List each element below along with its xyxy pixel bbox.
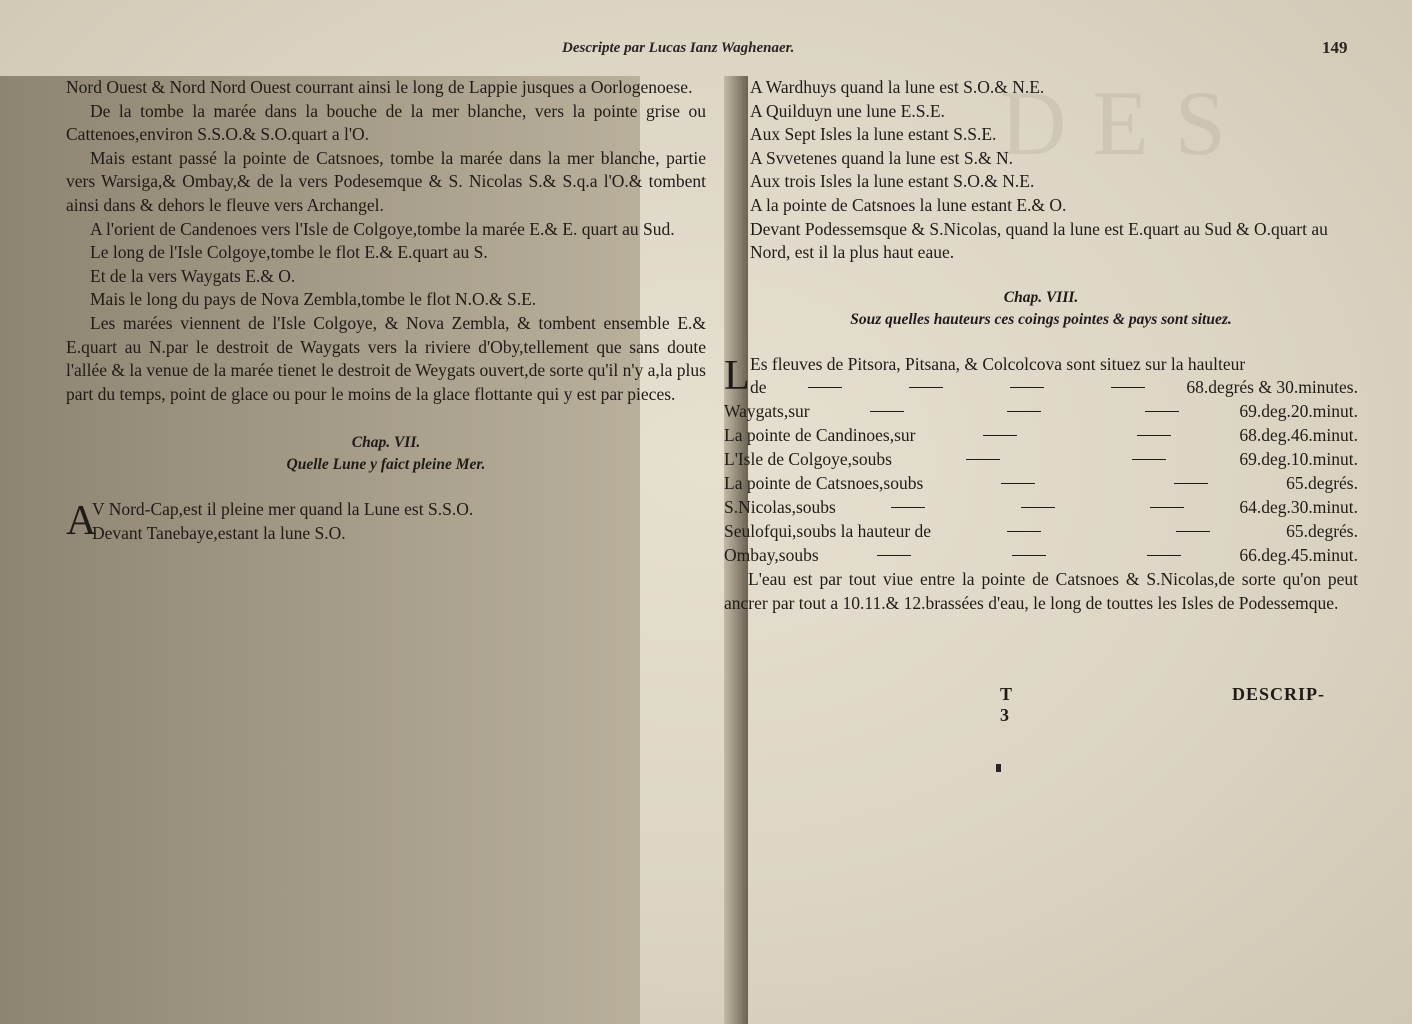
right-text-column: [724, 76, 1358, 616]
dash-leaders: [923, 488, 1286, 489]
table-row: [724, 400, 1358, 424]
chapter-8-subtitle: Souz quelles hauteurs ces coings pointes & pays sont situez.: [850, 310, 1232, 328]
paragraph: L'eau est par tout viue entre la pointe de Catsnoes & S.Nicolas,de sorte qu'on peut ancrer par tout a 10.11.& 12.brassées d'eau, le long de touttes les Isles de Podessemque.: [724, 569, 1358, 613]
table-row: [724, 424, 1358, 448]
latitude-value: 65.degrés.: [1286, 521, 1358, 542]
dash-leaders: [810, 416, 1240, 417]
dash-leaders: [892, 464, 1239, 465]
place-name: Ombay,soubs: [724, 545, 819, 566]
paragraph: V Nord-Cap,est il pleine mer quand la Lune est S.S.O.: [92, 499, 474, 520]
dash-leaders: [931, 536, 1286, 537]
paragraph: Le long de l'Isle Colgoye,tombe le flot E.& E.quart au S.: [90, 242, 488, 263]
table-row: [724, 448, 1358, 472]
place-name: S.Nicolas,soubs: [724, 497, 836, 518]
paragraph: Mais le long du pays de Nova Zembla,tombe le flot N.O.& S.E.: [90, 289, 537, 310]
paragraph: Les marées viennent de l'Isle Colgoye, & Nova Zembla, & tombent ensemble E.& E.quart au N.par le destroit de Waygats vers la riviere d'Oby,tellement que sans doute l'allée & la venue de la marée tienet le destroit de Weygats ouvert,de sorte qu'il n'y a,la plus part du temps, point de glace ou pour le moins de la glace flottante qui y est par pieces.: [66, 312, 706, 404]
place-name: Waygats,sur: [724, 401, 810, 422]
chapter-7-body: [66, 498, 706, 545]
table-row: [724, 520, 1358, 544]
paragraph: A l'orient de Candenoes vers l'Isle de Colgoye,tombe la marée E.& E. quart au Sud.: [90, 218, 675, 239]
place-name: Seulofqui,soubs la hauteur de: [724, 521, 932, 542]
table-row: [724, 376, 1358, 400]
chapter-8-heading: Chap. VIII.: [1003, 288, 1079, 306]
paragraph: Et de la vers Waygats E.& O.: [90, 265, 296, 286]
tide-line: A Wardhuys quand la lune est S.O.& N.E.: [750, 77, 1045, 97]
dash-leaders: [767, 392, 1187, 393]
drop-cap: A: [66, 498, 97, 545]
drop-cap: L: [724, 352, 750, 399]
running-title: Descripte par Lucas Ianz Waghenaer.: [562, 40, 795, 56]
place-name: L'Isle de Colgoye,soubs: [724, 449, 892, 470]
latitude-value: 64.deg.30.minut.: [1239, 497, 1358, 518]
bleed-through-ghost-text: DES: [1000, 72, 1252, 174]
latitude-value: 69.deg.10.minut.: [1239, 449, 1358, 470]
paragraph: Es fleuves de Pitsora, Pitsana, & Colcolcova sont situez sur la haulteur: [750, 353, 1246, 374]
latitude-value: 65.degrés.: [1286, 473, 1358, 494]
paragraph: Devant Tanebaye,estant la lune S.O.: [92, 522, 346, 543]
dash-leaders: [819, 560, 1240, 561]
chapter-7-heading: Chap. VII.: [351, 434, 421, 452]
ink-mark: [996, 764, 1001, 772]
tide-line: A la pointe de Catsnoes la lune estant E.& O.: [750, 194, 1067, 215]
latitude-value: 69.deg.20.minut.: [1239, 401, 1358, 422]
dash-leaders: [915, 440, 1239, 441]
latitude-table: [724, 376, 1358, 568]
paragraph: Nord Ouest & Nord Nord Ouest courrant ainsi le long de Lappie jusques a Oorlogenoese.: [66, 77, 693, 97]
catchword: DESCRIP-: [1232, 684, 1326, 704]
place-name: de: [750, 377, 767, 398]
dash-leaders: [836, 512, 1240, 513]
table-row: [724, 496, 1358, 520]
latitude-value: 68.degrés & 30.minutes.: [1186, 377, 1358, 398]
signature-mark: T 3: [1000, 684, 1012, 725]
table-row: [724, 544, 1358, 568]
page-number: 149: [1322, 38, 1348, 57]
tide-line: Aux trois Isles la lune estant S.O.& N.E.: [750, 171, 1035, 192]
paragraph: Mais estant passé la pointe de Catsnoes, tombe la marée dans la mer blanche, partie vers Warsiga,& Ombay,& de la vers Podesemque & S. Nicolas S.& S.q.a l'O.& tombent ainsi dans & dehors le fleuve vers Archangel.: [66, 147, 706, 215]
latitude-value: 66.deg.45.minut.: [1239, 545, 1358, 566]
latitude-value: 68.deg.46.minut.: [1239, 425, 1358, 446]
tide-line: A Svvetenes quand la lune est S.& N.: [750, 147, 1013, 168]
table-row: [724, 472, 1358, 496]
tide-line: A Quilduyn une lune E.S.E.: [750, 100, 945, 121]
place-name: La pointe de Catsnoes,soubs: [724, 473, 924, 494]
tide-line: Aux Sept Isles la lune estant S.S.E.: [750, 124, 997, 145]
chapter-7-subtitle: Quelle Lune y faict pleine Mer.: [286, 456, 486, 474]
place-name: La pointe de Candinoes,sur: [724, 425, 916, 446]
left-text-column: [66, 76, 706, 546]
tide-line: Devant Podessemsque & S.Nicolas, quand la lune est E.quart au Sud & O.quart au Nord, est il la plus haut eaue.: [750, 218, 1328, 263]
paragraph: De la tombe la marée dans la bouche de la mer blanche, vers la pointe grise ou Cattenoes,environ S.S.O.& S.O.quart a l'O.: [66, 100, 706, 145]
